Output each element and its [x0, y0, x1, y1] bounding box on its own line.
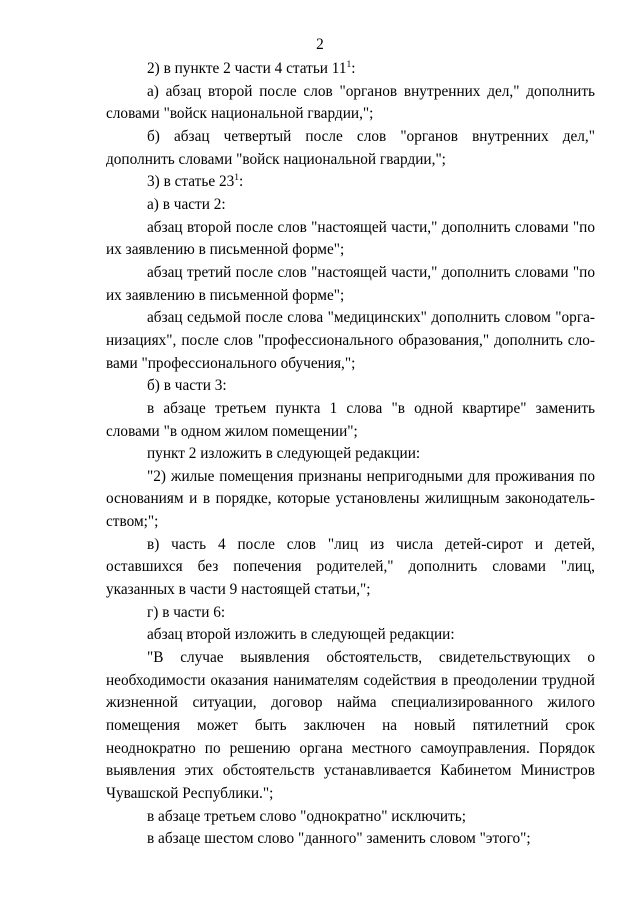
- amendment-point-1: в абзаце третьем пункта 1 слова "в одной квартире" заменить словами "в одном жилом помещении";: [106, 399, 595, 440]
- paragraph-tail: :: [351, 60, 356, 77]
- paragraph-item-3: [106, 171, 595, 194]
- paragraph-text: 3) в статье 23: [147, 173, 235, 191]
- amendment-abzac-7: абзац седьмой после слова "медицинских" дополнить словом "организациях", после слов "профессионального образования," дополнить словами "профессионального обучения,";: [106, 309, 595, 372]
- subparagraph-g-part-6: г) в части 6:: [147, 603, 226, 621]
- amendment-abzac-6-part-6: в абзаце шестом слово "данного" заменить словом "этого";: [147, 830, 531, 848]
- amendment-abzac-2: абзац второй после слов "настоящей части," дополнить словами "по их заявлению в письменной форме";: [106, 218, 595, 259]
- subparagraph-b: б) абзац четвертый после слов "органов внутренних дел," дополнить словами "войск национальной гвардии,";: [106, 127, 595, 168]
- amendment-abzac-3: абзац третий после слов "настоящей части," дополнить словами "по их заявлению в письменной форме";: [106, 263, 595, 304]
- subparagraph-a-part-2: а) в части 2:: [147, 195, 226, 213]
- page-number: 2: [316, 36, 324, 53]
- subparagraph-b-part-3: б) в части 3:: [147, 377, 227, 395]
- paragraph-text: 2) в пункте 2 части 4 статьи 11: [147, 60, 347, 77]
- amendment-abzac-2-intro: абзац второй изложить в следующей редакции:: [147, 626, 455, 644]
- amendment-point-2-text: "2) жилые помещения признаны непригодными для проживания по основаниям и в порядке, которые установлены жилищным законодательством;";: [106, 467, 595, 531]
- subparagraph-v-part-4: в) часть 4 после слов "лиц из числа детей-сирот и детей, оставшихся без попечения родителей," дополнить словами "лиц, указанных в части 9 настоящей статьи,";: [106, 535, 595, 599]
- amendment-point-2-intro: пункт 2 изложить в следующей редакции:: [147, 445, 421, 463]
- paragraph-item-2: [106, 58, 595, 81]
- superscript-index: 1: [346, 60, 352, 70]
- document-body: [106, 58, 595, 851]
- paragraph-tail: :: [239, 173, 244, 191]
- amendment-abzac-2-text: "В случае выявления обстоятельств, свидетельствующих о необходимости оказания нанимателям содействия в преодолении трудной жизненной ситуации, договор найма специализированного жилого помещения может быть заключен на новый пятилетний срок неоднократно по решению органа местного самоуправления. Порядок выявления этих обстоятельств устанавливается Кабинетом Министров Чувашской Республики.";: [106, 649, 595, 802]
- subparagraph-a: а) абзац второй после слов "органов внутренних дел," дополнить словами "войск национальной гвардии,";: [106, 82, 595, 123]
- superscript-index: 1: [234, 173, 239, 184]
- amendment-abzac-3-part-6: в абзаце третьем слово "однократно" исключить;: [147, 807, 466, 825]
